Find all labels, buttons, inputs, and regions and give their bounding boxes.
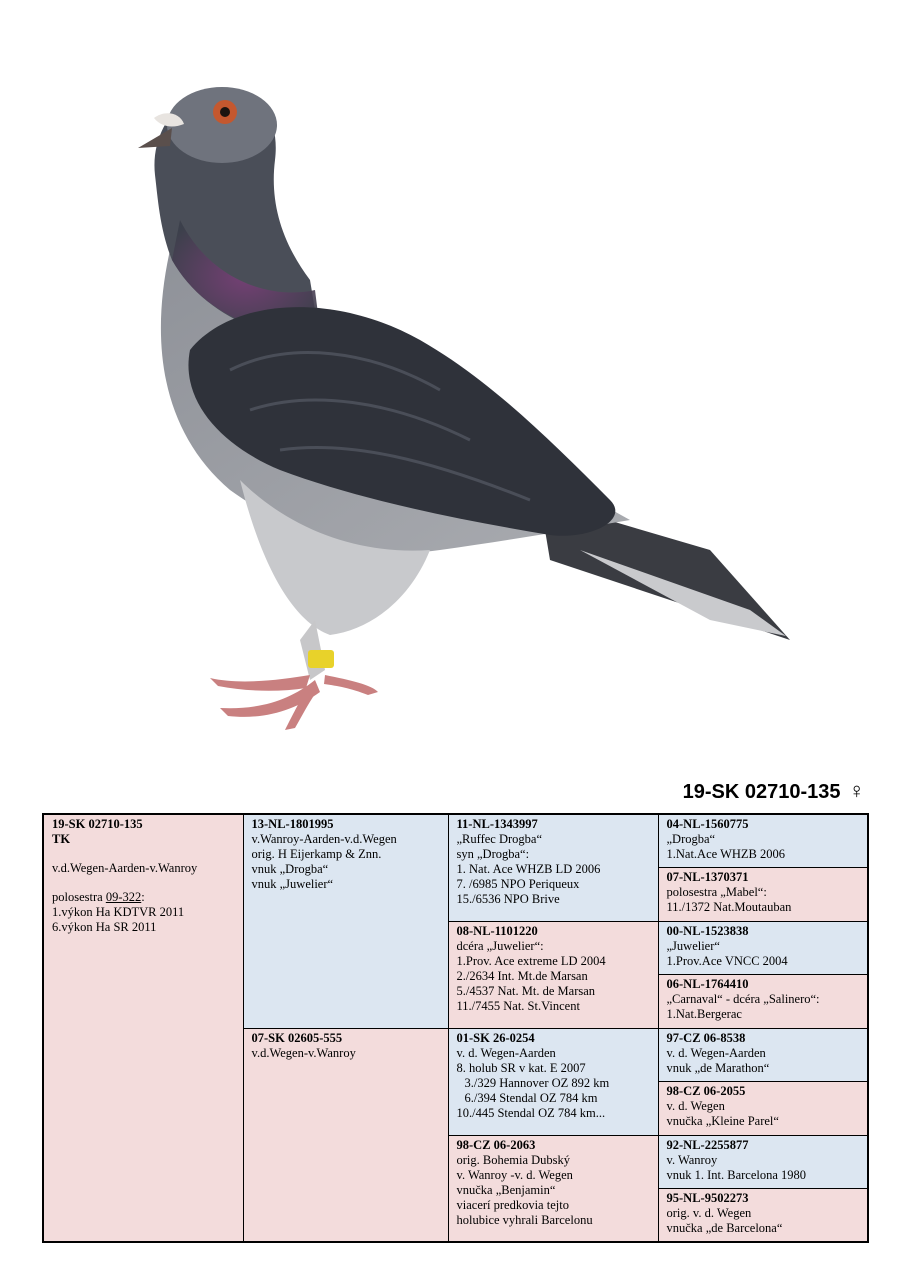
subject-color-code: TK	[52, 832, 71, 846]
dam-ring: 07-SK 02605-555	[251, 1030, 343, 1045]
sdd-cell: 06-NL-1764410 „Carnaval“ - dcéra „Salinero“: 1.Nat.Bergerac	[658, 975, 868, 1029]
sire-ring: 13-NL-1801995	[251, 817, 334, 831]
ds-cell: 01-SK 26-0254 v. d. Wegen-Aarden 8. holub SR v kat. E 2007 3./329 Hannover OZ 892 km 6./394 Stendal OZ 784 km 10./445 Stendal OZ 784 km...	[448, 1028, 658, 1135]
ddd-cell: 95-NL-9502273 orig. v. d. Wegen vnučka „de Barcelona“	[658, 1189, 868, 1243]
dsd-cell: 98-CZ 06-2055 v. d. Wegen vnučka „Kleine Parel“	[658, 1082, 868, 1136]
subject-result: 1.výkon Ha KDTVR 2011	[52, 905, 185, 919]
sd-cell: 08-NL-1101220 dcéra „Juwelier“: 1.Prov. Ace extreme LD 2004 2./2634 Int. Mt.de Marsan 5./4537 Nat. Mt. de Marsan 11./7455 Nat. St.Vincent	[448, 921, 658, 1028]
sd-ring: 08-NL-1101220	[456, 923, 538, 938]
dss-cell: 97-CZ 06-8538 v. d. Wegen-Aarden vnuk „de Marathon“	[658, 1028, 868, 1082]
ss-ring: 11-NL-1343997	[456, 817, 538, 831]
sds-cell: 00-NL-1523838 „Juwelier“ 1.Prov.Ace VNCC 2004	[658, 921, 868, 975]
dd-cell: 98-CZ 06-2063 orig. Bohemia Dubský v. Wanroy -v. d. Wegen vnučka „Benjamin“ viacerí predkovia tejto holubice vyhrali Barcelonu	[448, 1135, 658, 1242]
sss-cell: 04-NL-1560775 „Drogba“ 1.Nat.Ace WHZB 2006	[658, 814, 868, 868]
subject-sister: polosestra 09-322:	[52, 890, 145, 904]
female-symbol-icon: ♀	[848, 778, 865, 803]
ds-ring: 01-SK 26-0254	[456, 1030, 535, 1045]
subject-ring: 19-SK 02710-135	[52, 817, 143, 831]
heading-ring: 19-SK 02710-135	[682, 781, 841, 803]
ssd-cell: 07-NL-1370371 polosestra „Mabel“: 11./1372 Nat.Moutauban	[658, 868, 868, 922]
dd-ring: 98-CZ 06-2063	[456, 1137, 536, 1152]
subject-line: v.d.Wegen-Aarden-v.Wanroy	[52, 861, 198, 875]
subject-cell	[43, 814, 243, 1242]
pedigree-heading	[600, 778, 865, 804]
sire-cell: 13-NL-1801995 v.Wanroy-Aarden-v.d.Wegen orig. H Eijerkamp & Znn. vnuk „Drogba“ vnuk „Juwelier“	[243, 814, 448, 1028]
pedigree-table	[42, 813, 869, 1243]
dam-cell: 07-SK 02605-555 v.d.Wegen-v.Wanroy	[243, 1028, 448, 1242]
pigeon-photo	[110, 80, 800, 740]
ss-cell: 11-NL-1343997 „Ruffec Drogba“ syn „Drogba“: 1. Nat. Ace WHZB LD 2006 7. /6985 NPO Periqueux 15./6536 NPO Brive	[448, 814, 658, 921]
subject-result: 6.výkon Ha SR 2011	[52, 920, 157, 934]
dds-cell: 92-NL-2255877 v. Wanroy vnuk 1. Int. Barcelona 1980	[658, 1135, 868, 1189]
sister-ring: 09-322	[105, 890, 142, 904]
